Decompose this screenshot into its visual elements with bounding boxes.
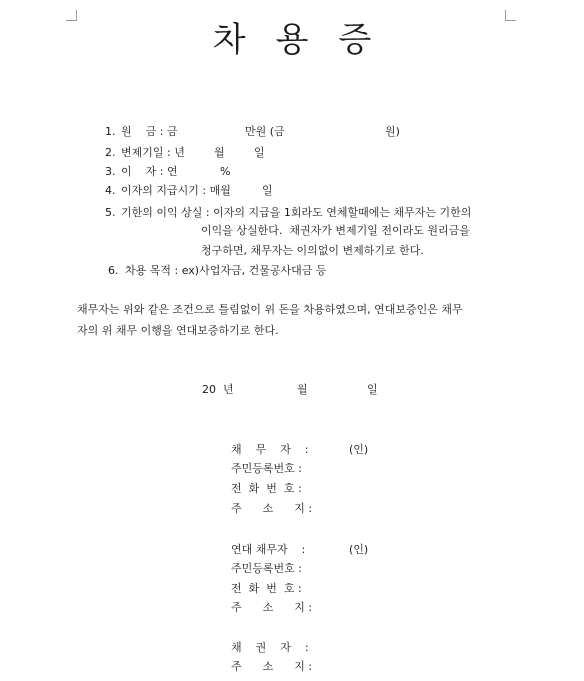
- principal-close: 원): [385, 125, 400, 138]
- item-number-6: 6.: [108, 264, 119, 277]
- forfeiture-line-3: 청구하면, 채무자는 이의없이 변제하기로 한다.: [201, 244, 424, 257]
- guarantor-name-label: 연대 채무자 :: [231, 543, 306, 556]
- guarantor-phone-label: 전 화 번 호 :: [231, 582, 302, 595]
- forfeiture-line-1: 기한의 이익 상실 : 이자의 지급을 1회라도 연체할때에는 채무자는 기한의: [121, 206, 472, 219]
- date-year: 20 년: [202, 383, 234, 396]
- item-number-3: 3.: [105, 165, 116, 178]
- title-char-1: 차: [212, 20, 246, 60]
- debtor-id-label: 주민등록번호 :: [231, 462, 302, 475]
- debtor-name-label: 채 무 자 :: [231, 443, 309, 456]
- item-number-2: 2.: [105, 146, 116, 159]
- due-date-label: 변제기일 : 년: [121, 146, 185, 159]
- interest-payment-day: 일: [262, 184, 273, 197]
- item-number-5: 5.: [105, 206, 116, 219]
- due-date-month: 월: [214, 146, 225, 159]
- body-line-1: 채무자는 위와 같은 조건으로 틀림없이 위 돈을 차용하였으며, 연대보증인은 채무: [77, 303, 463, 316]
- guarantor-seal: (인): [349, 543, 369, 556]
- debtor-seal: (인): [349, 443, 369, 456]
- creditor-name-label: 채 권 자 :: [231, 641, 309, 654]
- debtor-address-label: 주 소 지 :: [231, 502, 313, 515]
- document-title: [0, 20, 584, 60]
- principal-label: 원 금 : 금: [121, 125, 178, 138]
- creditor-address-label: 주 소 지 :: [231, 660, 313, 673]
- principal-unit: 만원 (금: [245, 125, 285, 138]
- interest-unit: %: [220, 165, 231, 178]
- forfeiture-line-2: 이익을 상실한다. 채권자가 변제기일 전이라도 원리금을: [201, 224, 470, 237]
- item-number-4: 4.: [105, 184, 116, 197]
- body-line-2: 자의 위 채무 이행을 연대보증하기로 한다.: [77, 324, 279, 337]
- interest-payment-label: 이자의 지급시기 : 매월: [121, 184, 231, 197]
- guarantor-address-label: 주 소 지 :: [231, 601, 313, 614]
- debtor-phone-label: 전 화 번 호 :: [231, 482, 302, 495]
- date-month: 월: [297, 383, 308, 396]
- loan-purpose: 차용 목적 : ex)사업자금, 건물공사대금 등: [125, 264, 327, 277]
- title-char-2: 용: [275, 20, 309, 60]
- guarantor-id-label: 주민등록번호 :: [231, 562, 302, 575]
- title-char-3: 증: [338, 20, 372, 60]
- item-number-1: 1.: [105, 125, 116, 138]
- date-day: 일: [367, 383, 378, 396]
- interest-label: 이 자 : 연: [121, 165, 178, 178]
- due-date-day: 일: [254, 146, 265, 159]
